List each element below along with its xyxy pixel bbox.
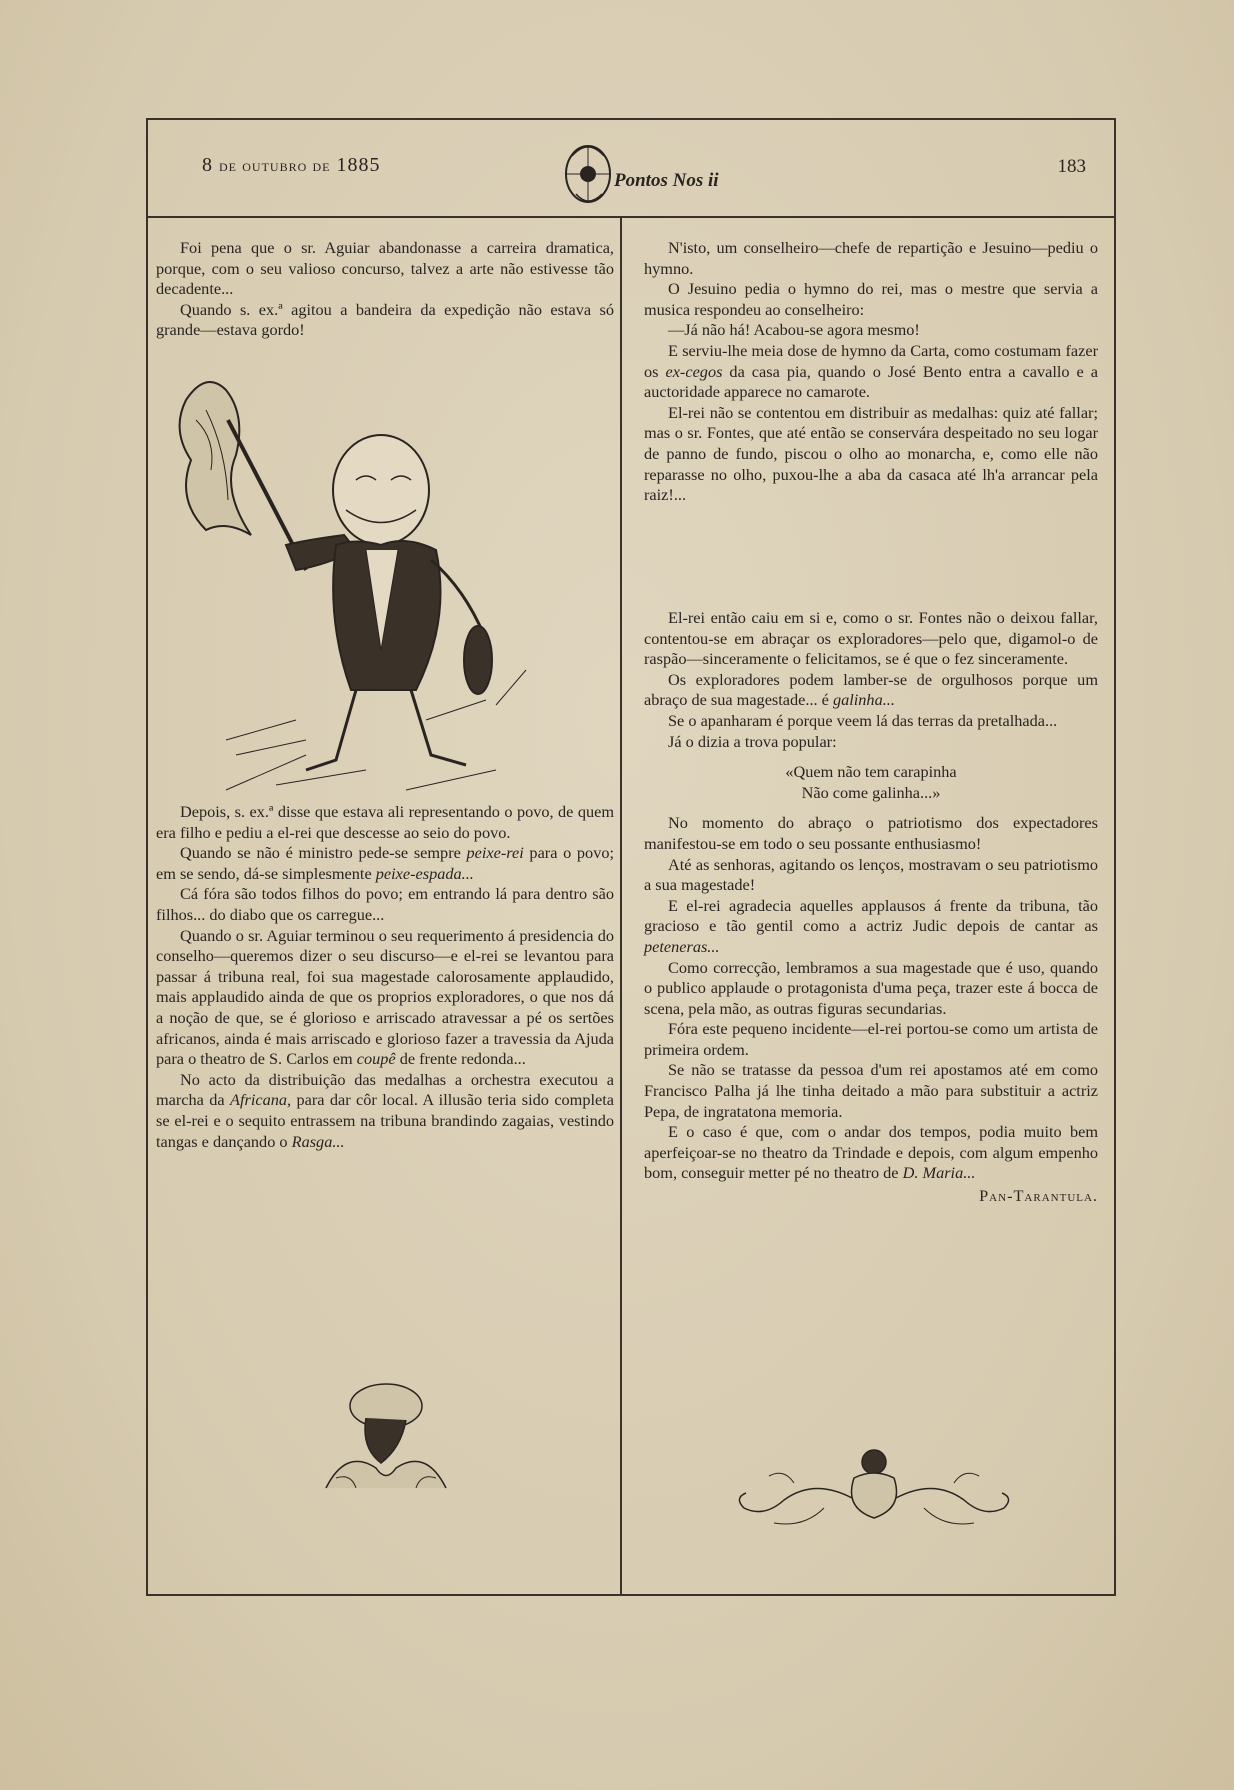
left-paragraph-4: Quando se não é ministro pede-se sempre peixe-rei para o povo; em se sendo, dá-se simplesmente peixe-espada...	[156, 843, 615, 883]
date-day: 8	[202, 154, 213, 176]
masthead-logo	[558, 134, 719, 214]
date-year: 1885	[336, 154, 381, 176]
right-paragraph-11: Até as senhoras, agitando os lenços, mostravam o seu patriotismo a sua magestade!	[644, 854, 1098, 895]
left-paragraph-7: No acto da distribuição das medalhas a orchestra executou a marcha da Africana, para dar côr local. A illusão teria sido completa se el-rei e o sequito entrassem na tribuna brandindo zagaias, vestindo tangas e dançando o Rasga...	[156, 1069, 614, 1151]
date-month: de outubro de	[219, 156, 331, 175]
masthead-text: Pontos Nos ii	[614, 170, 719, 191]
right-middle-text	[644, 608, 1098, 1207]
right-paragraph-4: E serviu-lhe meia dose de hymno da Carta, como costumam fazer os ex-cegos da casa pia, quando o José Bento entra a cavallo e a auctoridade apparece no camarote.	[644, 340, 1098, 402]
left-paragraph-2: Quando s. ex.ª agitou a bandeira da expedição não estava só grande—estava gordo!	[156, 299, 614, 340]
right-paragraph-6: El-rei então caiu em si e, como o sr. Fontes não o deixou fallar, contentou-se em abraçar os exploradores—pelo que, digamol-o de raspão—sinceramente o felicitamos, se é que o fez sinceramente.	[644, 608, 1098, 669]
left-paragraph-6: Quando o sr. Aguiar terminou o seu requerimento á presidencia do conselho—queremos dizer o seu discurso—e el-rei se levantou para passar á tribuna real, foi sua magestade calorosamente applaudido, mais applaudido ainda de que os proprios exploradores, o que nos dá a noção de que, se é glorioso e arriscado atravessar a pé os sertões africanos, ainda é mais arriscado e glorioso fazer a travessia da Ajuda para o theatro de S. Carlos em coupê de frente redonda...	[156, 925, 614, 1069]
right-paragraph-1: N'isto, um conselheiro—chefe de repartição e Jesuino—pediu o hymno.	[644, 238, 1098, 278]
right-top-text	[644, 238, 1098, 506]
page-number: 183	[1057, 156, 1086, 177]
right-paragraph-13: Como correcção, lembramos a sua magestade que é uso, quando o publico applaude o protagonista d'uma peça, trazer este á bocca de scena, pela mão, as outras figuras secundarias.	[644, 957, 1098, 1018]
left-paragraph-1: Foi pena que o sr. Aguiar abandonasse a carreira dramatica, porque, com o seu valioso concurso, talvez a arte não estivesse tão decadente...	[156, 238, 614, 299]
header-rule	[148, 216, 1114, 218]
header-date	[202, 154, 381, 177]
column-divider	[620, 218, 622, 1594]
right-paragraph-5: El-rei não se contentou em distribuir as medalhas: quiz até fallar; mas o sr. Fontes, que até então se conservára despeitado no seu logar de panno de fundo, piscou o olho ao monarcha, e, como elle não reparasse no olho, puxou-lhe a aba da casaca até lh'a arrancar pela raiz!...	[644, 402, 1098, 505]
left-paragraph-5: Cá fóra são todos filhos do povo; em entrando lá para dentro são filhos... do diabo que os carregue...	[156, 884, 614, 924]
right-paragraph-16: E o caso é que, com o andar dos tempos, podia muito bem aperfeiçoar-se no theatro da Trindade e depois, com algum empenho bom, conseguir metter pé no theatro de D. Maria...	[644, 1122, 1098, 1183]
left-paragraph-3: Depois, s. ex.ª disse que estava ali representando o povo, de quem era filho e pediu a el-rei que descesse ao seio do povo.	[156, 802, 614, 842]
right-paragraph-9: Já o dizia a trova popular:	[668, 731, 837, 751]
left-top-text	[156, 238, 614, 341]
left-bottom-text	[156, 802, 614, 1152]
author-signature: Pan-Tarantula.	[979, 1186, 1098, 1206]
ornament-vignette	[724, 1438, 1024, 1538]
illustration-politician	[166, 360, 586, 790]
right-paragraph-10: No momento do abraço o patriotismo dos expectadores manifestou-se em todo o seu possante enthusiasmo!	[644, 813, 1098, 853]
page-frame	[146, 118, 1116, 1596]
small-caricature-vignette	[306, 1378, 466, 1498]
right-paragraph-12: E el-rei agradecia aquelles applausos á frente da tribuna, tão gracioso e tão gentil como a actriz Judic depois de cantar as peteneras...	[644, 895, 1098, 956]
right-paragraph-8: Se o apanharam é porque veem lá das terras da pretalhada...	[668, 710, 1058, 730]
right-paragraph-15: Se não se tratasse da pessoa d'um rei apostamos até em como Francisco Palha já lhe tinha deitado a mão para substituir a actriz Pepa, de ingratatona memoria.	[644, 1060, 1098, 1121]
verse-line-1: «Quem não tem carapinha	[785, 762, 957, 782]
verse-line-2: Não come galinha...»	[801, 782, 941, 802]
right-paragraph-3: —Já não há! Acabou-se agora mesmo!	[668, 320, 920, 340]
right-paragraph-2: O Jesuino pedia o hymno do rei, mas o mestre que servia a musica respondeu ao conselheiro:	[644, 279, 1098, 319]
right-paragraph-14: Fóra este pequeno incidente—el-rei portou-se como um artista de primeira ordem.	[644, 1019, 1098, 1059]
right-paragraph-7: Os exploradores podem lamber-se de orgulhosos porque um abraço de sua magestade... é galinha...	[644, 669, 1098, 710]
